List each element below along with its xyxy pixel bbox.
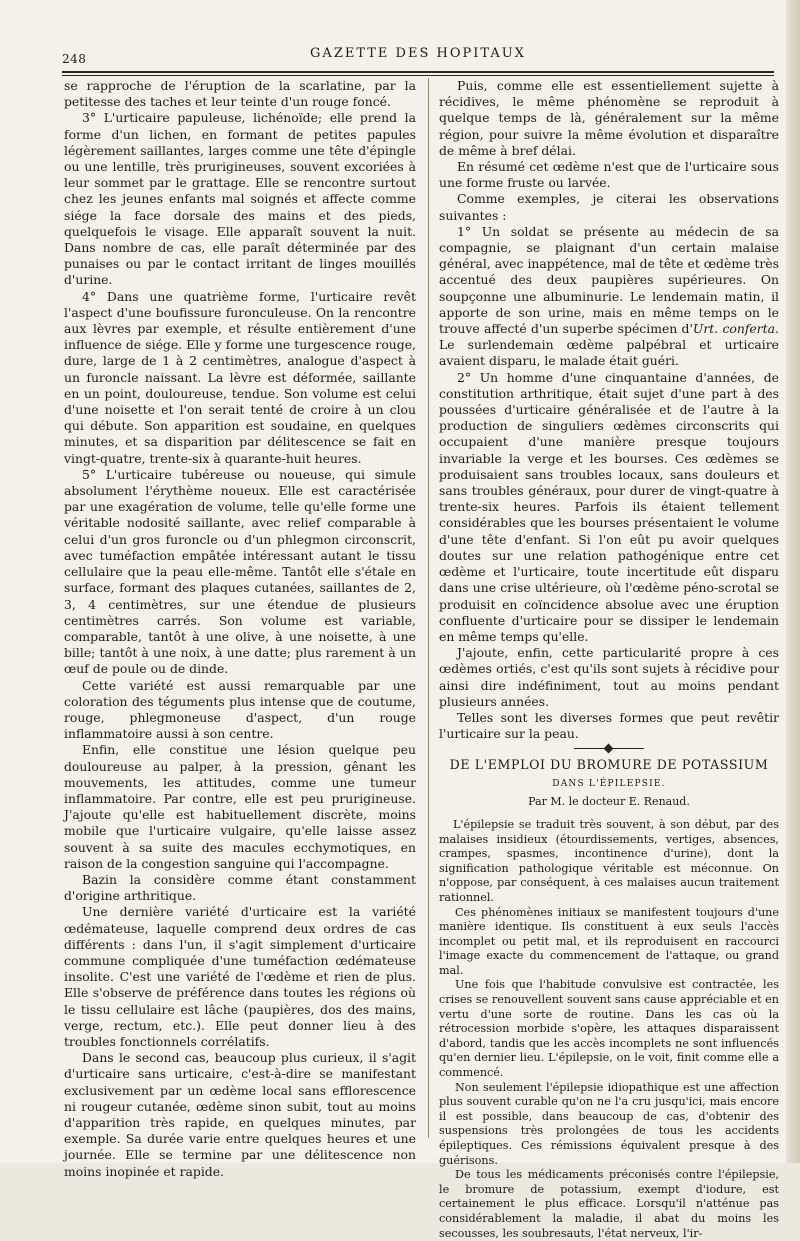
- paragraph-text: . Le surlendemain œdème palpébral et urticaire avaient disparu, le malade était guéri.: [439, 321, 779, 369]
- paragraph: Comme exemples, je citerai les observations suivantes :: [439, 191, 779, 223]
- italic-term: Urt. conferta: [692, 321, 776, 337]
- paragraph: Non seulement l'épilepsie idiopathique est une affection plus souvent curable qu'on ne l'a cru jusqu'ici, mais encore il est possible, dans beaucoup de cas, d'obtenir des suspensions très prolongées de tous les accidents épileptiques. Ces rémissions équivalent presque à des guérisons.: [439, 1080, 779, 1167]
- journal-title: GAZETTE DES HOPITAUX: [310, 46, 526, 61]
- paragraph: [439, 224, 779, 370]
- paragraph: L'épilepsie se traduit très souvent, à son début, par des malaises insidieux (étourdissements, vertiges, absences, crampes, spasmes, incontinence d'urine), dont la signification pathologique véritable est méconnue. On n'oppose, par conséquent, à ces malaises aucun traitement rationnel.: [439, 817, 779, 904]
- paragraph: Une fois que l'habitude convulsive est contractée, les crises se renouvellent souvent sans cause appréciable et en vertu d'une sorte de routine. Dans les cas où la rétrocession morbide s'opère, les attaques disparaissent d'abord, tandis que les accès incomplets ne sont influencés qu'en dernier lieu. L'épilepsie, on le voit, finit comme elle a commencé.: [439, 978, 779, 1080]
- paragraph: se rapproche de l'éruption de la scarlatine, par la petitesse des taches et leur teinte d'un rouge foncé.: [64, 78, 416, 110]
- section-separator: [574, 748, 644, 749]
- article-body: [439, 818, 779, 1241]
- paragraph: Dans le second cas, beaucoup plus curieux, il s'agit d'urticaire sans urticaire, c'est-à-dire se manifestant exclusivement par un œdème local sans efflorescence ni rougeur cutanée, œdème sinon subit, tout au moins d'apparition très rapide, en quelques minutes, par exemple. Sa durée varie entre quelques heures et une journée. Elle se termine par une délitescence non moins inopinée et rapide.: [64, 1050, 416, 1179]
- paragraph-text: 1° Un soldat se présente au médecin de sa compagnie, se plaignant d'un certain malaise général, avec inappétence, mal de tête et œdème très accentué des deux paupières supérieures. On soupçonne une albuminurie. Le lendemain matin, il apporte de son urine, mais en même temps on le trouve affecté d'un superbe spécimen d': [439, 223, 779, 337]
- right-column: [439, 78, 779, 1241]
- paragraph: En résumé cet œdème n'est que de l'urticaire sous une forme fruste ou larvée.: [439, 159, 779, 191]
- paragraph: Ces phénomènes initiaux se manifestent toujours d'une manière identique. Ils constituent à eux seuls l'accès incomplet ou petit mal, et ils reproduisent en raccourci l'image exacte du commencement de l'attaque, ou grand mal.: [439, 905, 779, 977]
- paragraph: De tous les médicaments préconisés contre l'épilepsie, le bromure de potassium, exempt d'iodure, est certainement le plus efficace. Lorsqu'il n'atténue pas considérablement la maladie, il abat du moins les secousses, les soubresauts, l'état nerveux, l'ir-: [439, 1168, 779, 1240]
- page-number: 248: [62, 52, 87, 66]
- paragraph: Enfin, elle constitue une lésion quelque peu douloureuse au palper, à la pression, gênant les mouvements, les attitudes, comme une tumeur inflammatoire. Par contre, elle est peu prurigineuse. J'ajoute qu'elle est habituellement discrète, moins mobile que l'urticaire vulgaire, qu'elle laisse assez souvent à sa suite des macules ecchymotiques, en raison de la congestion sanguine qui l'accompagne.: [64, 742, 416, 871]
- article-subtitle: DANS L'ÉPILEPSIE.: [552, 778, 666, 789]
- column-divider: [428, 78, 429, 1138]
- paragraph: 4° Dans une quatrième forme, l'urticaire revêt l'aspect d'une boufissure furonculeuse. On la rencontre aux lèvres par exemple, et résulte entièrement d'une influence de siége. Elle y forme une turgescence rouge, dure, large de 1 à 2 centimètres, analogue d'aspect à un furoncle naissant. La lèvre est déformée, saillante en un point, douloureuse, tendue. Son volume est celui d'une noisette et l'on serait tenté de croire à un clou qui débute. Son apparition est soudaine, en quelques minutes, et sa disparition par délitescence se fait en vingt-quatre, trente-six à quarante-huit heures.: [64, 288, 416, 466]
- paragraph: Cette variété est aussi remarquable par une coloration des téguments plus intense que de coutume, rouge, phlegmoneuse d'aspect, d'un rouge inflammatoire aussi à son centre.: [64, 677, 416, 742]
- paragraph: Puis, comme elle est essentiellement sujette à récidives, le même phénomène se reproduit à quelque temps de là, généralement sur la même région, pour suivre la même évolution et disparaître de même à bref délai.: [439, 78, 779, 158]
- article-title: DE L'EMPLOI DU BROMURE DE POTASSIUM: [449, 757, 769, 773]
- page-header: [62, 46, 774, 70]
- paragraph: 2° Un homme d'une cinquantaine d'années, de constitution arthritique, était sujet d'une part à des poussées d'urticaire généralisée et de l'autre à la production de singuliers œdèmes circonscrits qui occupaient d'une manière presque toujours invariable la verge et les bourses. Ces œdèmes se produisaient sans troubles locaux, sans douleurs et sans troubles généraux, pour durer de vingt-quatre à trente-six heures. Parfois ils étaient tellement considérables que les bourses présentaient le volume d'une tête d'enfant. Si l'on eût pu avoir quelques doutes sur une relation pathogénique entre cet œdème et l'urticaire, toute incertitude eût disparu dans une crise ultérieure, où l'œdème péno-scrotal se produisit en coïncidence absolue avec une éruption confluente d'urticaire pour se dissiper le lendemain en même temps qu'elle.: [439, 369, 779, 644]
- paragraph: Bazin la considère comme étant constamment d'origine arthritique.: [64, 871, 416, 904]
- article-author: Par M. le docteur E. Renaud.: [528, 794, 690, 808]
- paragraph: 5° L'urticaire tubéreuse ou noueuse, qui simule absolument l'érythème noueux. Elle est caractérisée par une exagération de volume, telle qu'elle forme une véritable nodosité saillante, avec relief comparable à celui d'un gros furoncle ou d'un phlegmon circonscrit, avec tuméfaction empâtée intéressant autant le tissu cellulaire que la peau elle-même. Tantôt elle s'étale en surface, formant des plaques cutanées, saillantes de 2, 3, 4 centimètres, sur une étendue de plusieurs centimètres carrés. Son volume est variable, comparable, tantôt à une olive, à une noisette, à une bille; tantôt à une noix, à une datte; plus rarement à un œuf de poule ou de dinde.: [64, 466, 416, 677]
- left-column: [64, 78, 416, 1180]
- header-rule-thin: [62, 75, 774, 76]
- paragraph: J'ajoute, enfin, cette particularité propre à ces œdèmes ortiés, c'est qu'ils sont sujets à récidive pour ainsi dire indéfiniment, tout au moins pendant plusieurs années.: [439, 645, 779, 709]
- paragraph: 3° L'urticaire papuleuse, lichénoïde; elle prend la forme d'un lichen, en formant de petites papules légèrement saillantes, larges comme une tête d'épingle ou une lentille, très prurigineuses, souvent excoriées à leur sommet par le grattage. Elle se rencontre surtout chez les jeunes enfants mal soignés et affecte comme siége la face dorsale des mains et des pieds, quelquefois le visage. Elle apparaît souvent la nuit. Dans nombre de cas, elle paraît déterminée par des punaises ou par le contact irritant de linges mouillés d'urine.: [64, 110, 416, 288]
- header-rule: [62, 71, 774, 73]
- paragraph: Telles sont les diverses formes que peut revêtir l'urticaire sur la peau.: [439, 709, 779, 742]
- paragraph: Une dernière variété d'urticaire est la variété œdémateuse, laquelle comprend deux ordres de cas différents : dans l'un, il s'agit simplement d'urticaire commune compliquée d'une tuméfaction œdémateuse insolite. C'est une variété de l'œdème et rien de plus. Elle s'observe de préférence dans toutes les régions où le tissu cellulaire est lâche (paupières, dos des mains, verge, rectum, etc.). Elle peut donner lieu à des troubles fonctionnels corrélatifs.: [64, 904, 416, 1049]
